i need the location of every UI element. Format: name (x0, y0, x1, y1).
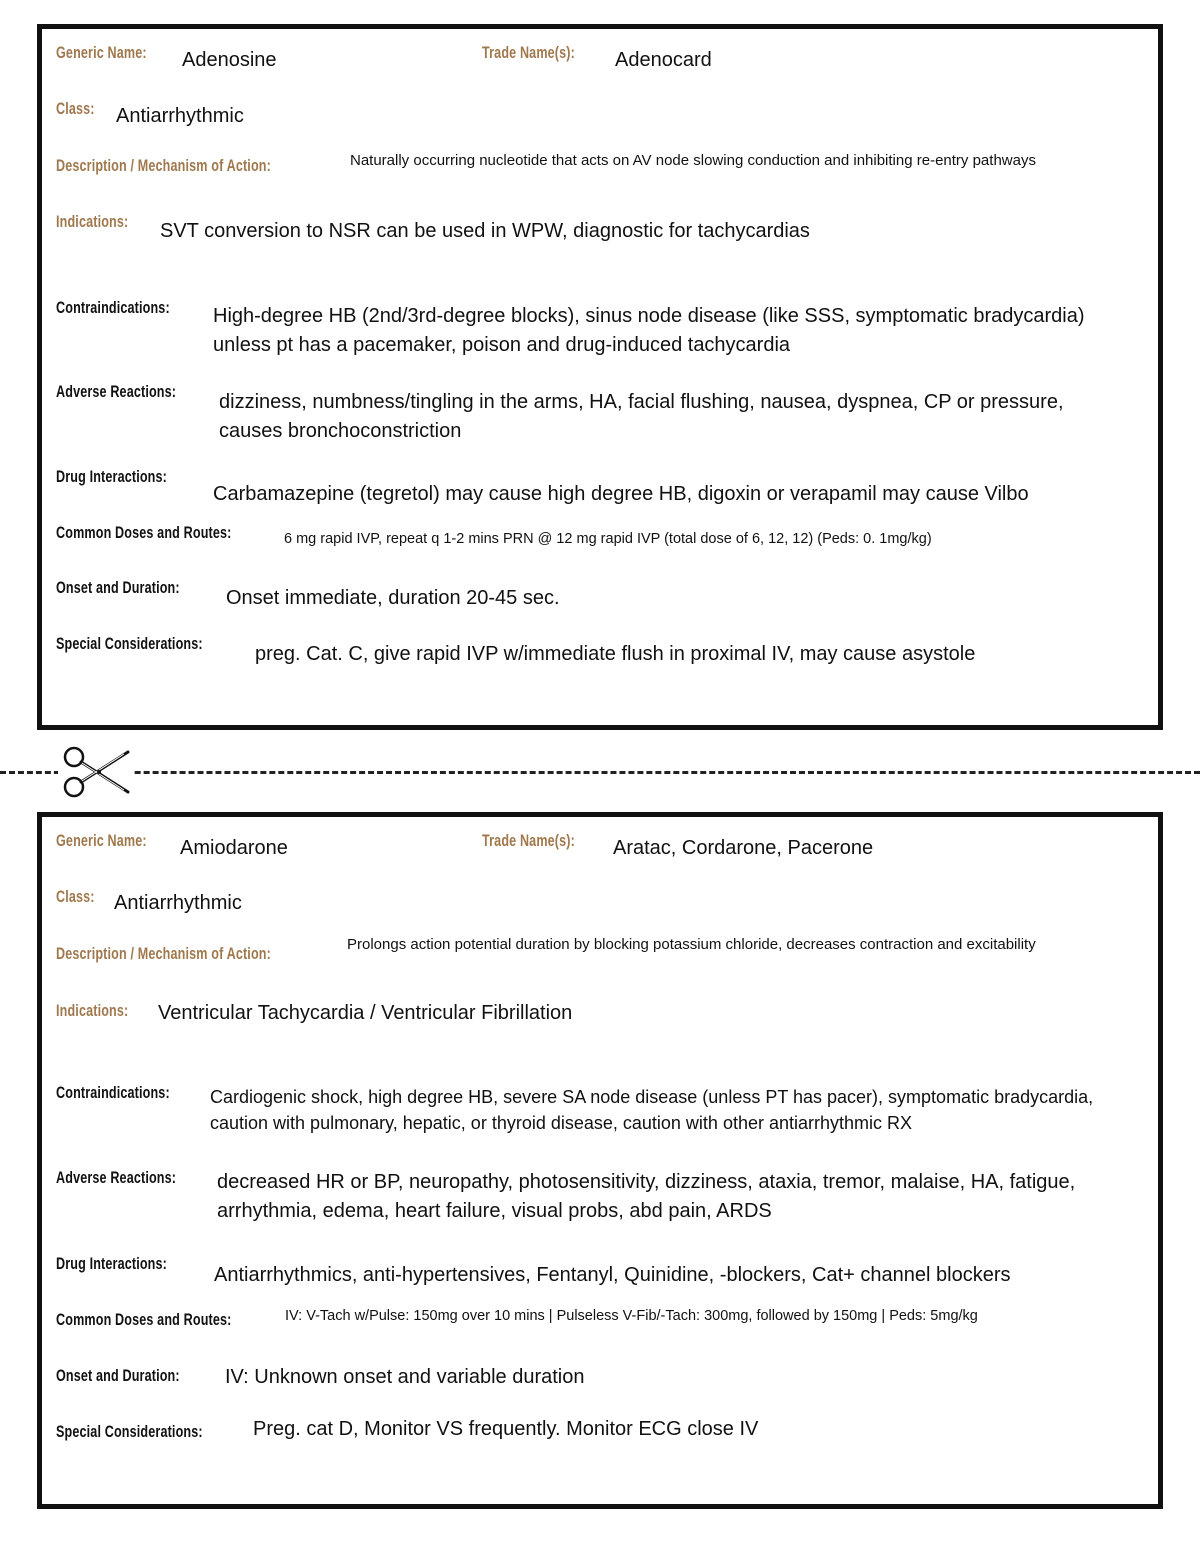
special-considerations-value: Preg. cat D, Monitor VS frequently. Monitor ECG close IV (253, 1418, 759, 1440)
special-considerations-label: Special Considerations: (56, 1422, 203, 1441)
contraindications-value: Cardiogenic shock, high degree HB, severe SA node disease (unless PT has pacer), symptomatic bradycardia, caution with pulmonary, hepatic, or thyroid disease, caution with other antiarrhythmic RX (210, 1087, 1094, 1133)
common-doses-label: Common Doses and Routes: (56, 1310, 232, 1329)
adverse-reactions-label: Adverse Reactions: (56, 382, 177, 401)
drug-card-adenosine (37, 24, 1163, 730)
class-label: Class: (56, 99, 95, 118)
drug-interactions-value: Carbamazepine (tegretol) may cause high degree HB, digoxin or verapamil may cause Vilbo (213, 483, 1029, 505)
cut-line (0, 771, 1200, 774)
scissors-icon (58, 744, 132, 800)
indications-value: SVT conversion to NSR can be used in WPW, diagnostic for tachycardias (160, 220, 810, 242)
description-label: Description / Mechanism of Action: (56, 156, 271, 175)
common-doses-value: IV: V-Tach w/Pulse: 150mg over 10 mins | Pulseless V-Fib/-Tach: 300mg, followed by 150mg | Peds: 5mg/kg (285, 1308, 978, 1324)
indications-label: Indications: (56, 212, 129, 231)
onset-duration-label: Onset and Duration: (56, 1366, 180, 1385)
indications-label: Indications: (56, 1001, 129, 1020)
class-value: Antiarrhythmic (116, 105, 244, 127)
common-doses-label: Common Doses and Routes: (56, 523, 232, 542)
description-value: Naturally occurring nucleotide that acts on AV node slowing conduction and inhibiting re-entry pathways (350, 152, 1036, 169)
special-considerations-value: preg. Cat. C, give rapid IVP w/immediate flush in proximal IV, may cause asystole (255, 643, 976, 665)
contraindications-label: Contraindications: (56, 298, 170, 317)
onset-duration-value: Onset immediate, duration 20-45 sec. (226, 587, 560, 609)
generic-name-label: Generic Name: (56, 831, 147, 850)
onset-duration-value: IV: Unknown onset and variable duration (225, 1366, 585, 1388)
generic-name-value: Adenosine (182, 49, 277, 71)
description-value: Prolongs action potential duration by blocking potassium chloride, decreases contraction and excitability (347, 936, 1036, 953)
trade-names-value: Adenocard (615, 49, 712, 71)
generic-name-label: Generic Name: (56, 43, 147, 62)
adverse-reactions-label: Adverse Reactions: (56, 1168, 177, 1187)
drug-interactions-value: Antiarrhythmics, anti-hypertensives, Fentanyl, Quinidine, -blockers, Cat+ channel blockers (214, 1264, 1011, 1286)
class-label: Class: (56, 887, 95, 906)
contraindications-label: Contraindications: (56, 1083, 170, 1102)
drug-interactions-label: Drug Interactions: (56, 1254, 168, 1273)
onset-duration-label: Onset and Duration: (56, 578, 180, 597)
trade-names-value: Aratac, Cordarone, Pacerone (613, 837, 874, 859)
class-value: Antiarrhythmic (114, 892, 242, 914)
adverse-reactions-value: dizziness, numbness/tingling in the arms, HA, facial flushing, nausea, dyspnea, CP or pressure, causes bronchoconstriction (219, 391, 1064, 442)
contraindications-value: High-degree HB (2nd/3rd-degree blocks), sinus node disease (like SSS, symptomatic bradycardia) unless pt has a pacemaker, poison and drug-induced tachycardia (213, 305, 1085, 356)
adverse-reactions-value: decreased HR or BP, neuropathy, photosensitivity, dizziness, ataxia, tremor, malaise, HA, fatigue, arrhythmia, edema, heart failure, visual probs, abd pain, ARDS (217, 1171, 1076, 1222)
trade-names-label: Trade Name(s): (482, 831, 575, 850)
trade-names-label: Trade Name(s): (482, 43, 575, 62)
common-doses-value: 6 mg rapid IVP, repeat q 1-2 mins PRN @ 12 mg rapid IVP (total dose of 6, 12, 12) (Peds: 0. 1mg/kg) (284, 531, 932, 547)
special-considerations-label: Special Considerations: (56, 634, 203, 653)
drug-interactions-label: Drug Interactions: (56, 467, 168, 486)
indications-value: Ventricular Tachycardia / Ventricular Fibrillation (158, 1002, 573, 1024)
generic-name-value: Amiodarone (180, 837, 288, 859)
description-label: Description / Mechanism of Action: (56, 944, 271, 963)
drug-card-amiodarone (37, 812, 1163, 1509)
